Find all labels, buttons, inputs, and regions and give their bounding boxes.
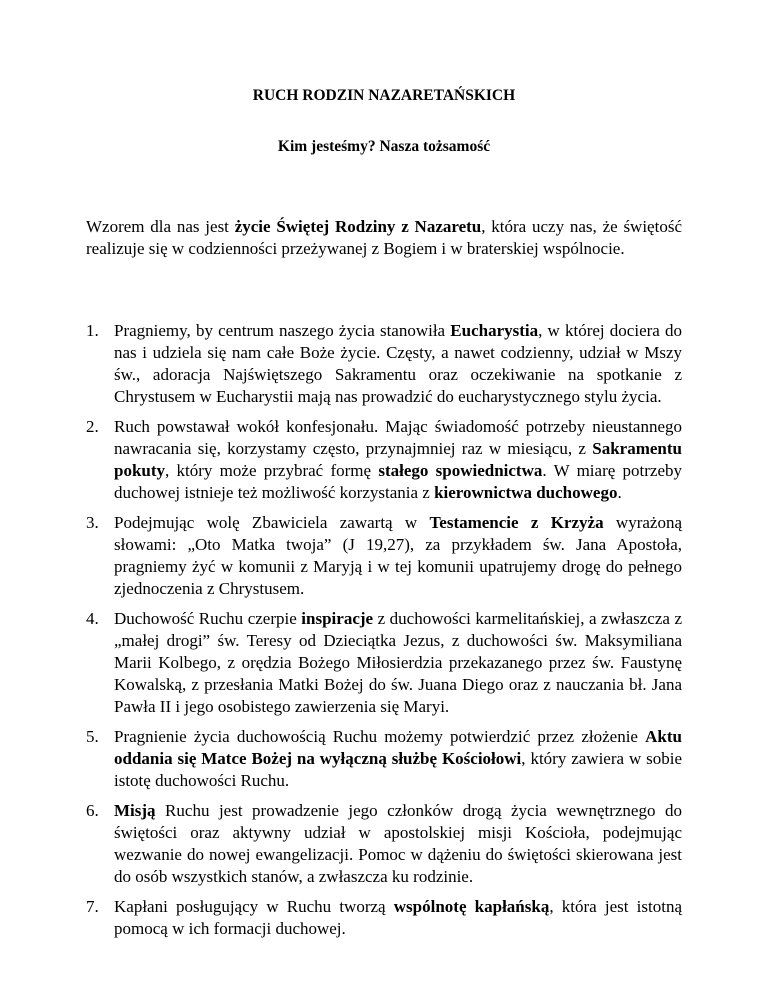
list-item [86, 800, 682, 888]
list-item [86, 416, 682, 504]
numbered-list [86, 320, 682, 948]
list-item-text: z duchowości karmelitańskiej, a zwłaszcza z „małej drogi” św. Teresy od Dzieciątka Jezus, z duchowości św. Maksymiliana Marii Kolbego, z orędzia Bożego Miłosierdzia przekazanego przez św. Faustynę Kowalską, z przesłania Matki Bożej do św. Juana Diego oraz z nauczania bł. Jana Pawła II i jego osobistego zawierzenia się Maryi. [114, 609, 683, 716]
list-item-text: Pragnienie życia duchowością Ruchu możemy potwierdzić przez złożenie [114, 727, 646, 746]
document-subtitle: Kim jesteśmy? Nasza tożsamość [277, 138, 491, 155]
list-item-number: 3. [86, 513, 99, 532]
list-item-number: 6. [86, 801, 99, 820]
document-title: RUCH RODZIN NAZARETAŃSKICH [252, 87, 516, 104]
list-item-emphasis: wspólnotę kapłańską [393, 897, 550, 916]
list-item-text: Kapłani posługujący w Ruchu tworzą [114, 897, 394, 916]
list-item-text: Duchowość Ruchu czerpie [114, 609, 302, 628]
list-item [86, 320, 682, 408]
list-item-text: . [617, 483, 622, 502]
intro-text-end: , która uczy nas, że świętość realizuje się w codzienności przeżywanej z Bogiem i w braterskiej wspólnocie. [86, 217, 682, 258]
list-item [86, 512, 682, 600]
list-item-emphasis: Eucharystia [450, 321, 539, 340]
list-item-number: 7. [86, 897, 99, 916]
list-item-text: Podejmując wolę Zbawiciela zawartą w [114, 513, 430, 532]
list-item-text: . W miarę potrzeby duchowej istnieje też możliwość korzystania z [114, 461, 683, 502]
list-item-number: 4. [86, 609, 99, 628]
list-item-emphasis: Misją [114, 801, 156, 820]
list-item-text: Ruch powstawał wokół konfesjonału. Mając świadomość potrzeby nieustannego nawracania się, korzystamy często, przynajmniej raz w miesiącu, z [114, 417, 682, 458]
list-item-text: Pragniemy, by centrum naszego życia stanowiła [114, 321, 451, 340]
list-item-emphasis: Testamencie z Krzyża [429, 513, 604, 532]
list-item-number: 5. [86, 727, 99, 746]
list-item [86, 608, 682, 718]
list-item-text: Ruchu jest prowadzenie jego członków drogą życia wewnętrznego do świętości oraz aktywny udział w apostolskiej misji Kościoła, podejmując wezwanie do nowej ewangelizacji. Pomoc w dążeniu do świętości skierowana jest do osób wszystkich stanów, a zwłaszcza ku rodzinie. [114, 801, 682, 886]
list-item-emphasis: inspiracje [301, 609, 374, 628]
list-item-emphasis: stałego spowiednictwa [378, 461, 543, 480]
list-item-text: , który może przybrać formę [165, 461, 379, 480]
list-item-text: , w której dociera do nas i udziela się nam całe Boże życie. Częsty, a nawet codzienny, udział w Mszy św., adoracja Najświętszego Sakramentu oraz oczekiwanie na spotkanie z Chrystusem w Eucharystii mają nas prowadzić do eucharystycznego stylu życia. [114, 321, 683, 406]
list-item-text: , która jest istotną pomocą w ich formacji duchowej. [114, 897, 682, 938]
list-item [86, 726, 682, 792]
list-item-text: wyrażoną słowami: „Oto Matka twoja” (J 19,27), za przykładem św. Jana Apostoła, pragniemy żyć w komunii z Maryją i w tej komunii upatrujemy drogę do pełnego zjednoczenia z Chrystusem. [114, 513, 682, 598]
list-item-text: , który zawiera w sobie istotę duchowości Ruchu. [114, 749, 683, 790]
intro-paragraph [86, 216, 682, 260]
list-item-number: 1. [86, 321, 99, 340]
list-item-emphasis: Sakramentu pokuty [114, 439, 682, 480]
intro-text-start: Wzorem dla nas jest [86, 217, 235, 236]
list-item-emphasis: kierownictwa duchowego [434, 483, 618, 502]
list-item-number: 2. [86, 417, 99, 436]
list-item [86, 896, 682, 940]
list-item-emphasis: Aktu oddania się Matce Bożej na wyłączną służbę Kościołowi [114, 727, 682, 768]
intro-emphasis: życie Świętej Rodziny z Nazaretu [234, 217, 482, 236]
